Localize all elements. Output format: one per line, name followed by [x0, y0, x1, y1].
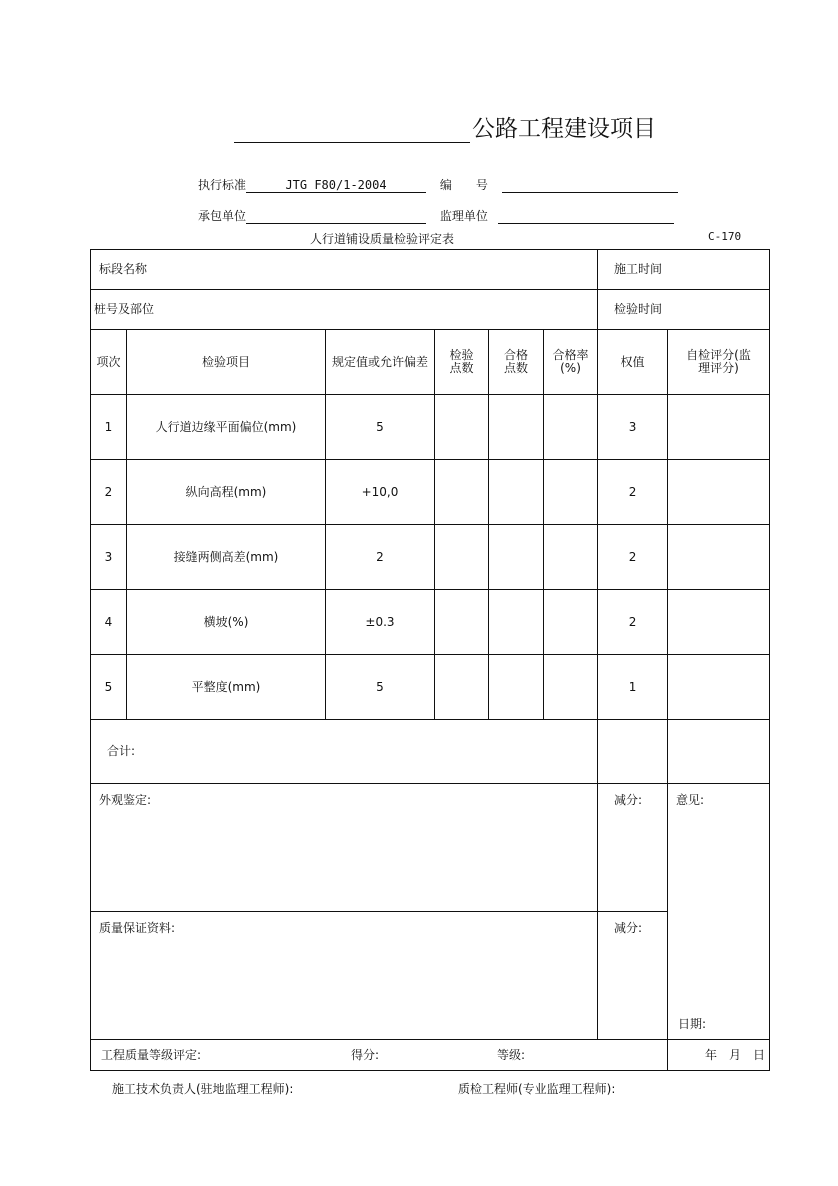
row-no: 2: [91, 460, 127, 525]
row-no: 3: [91, 525, 127, 590]
opinion-cell[interactable]: [668, 784, 770, 1040]
cell[interactable]: [435, 395, 489, 460]
row-no: 5: [91, 655, 127, 720]
cell[interactable]: [544, 655, 598, 720]
appearance-label: 外观鉴定:: [91, 784, 598, 912]
footer-left: 施工技术负责人(驻地监理工程师):: [112, 1082, 294, 1096]
col-header: 项次: [91, 330, 127, 395]
form-code: C-170: [708, 230, 742, 243]
cell[interactable]: [489, 525, 544, 590]
page-title: [234, 110, 656, 143]
contractor-row: [198, 207, 674, 224]
cell[interactable]: [668, 655, 770, 720]
cell[interactable]: [435, 460, 489, 525]
supervisor-value[interactable]: [498, 209, 674, 224]
standard-label: 执行标准: [198, 178, 247, 192]
cell[interactable]: [489, 395, 544, 460]
row-weight: 2: [598, 460, 668, 525]
row-spec: ±0.3: [326, 590, 435, 655]
number-label: 编 号: [439, 178, 488, 192]
total-weight-cell[interactable]: [598, 720, 668, 784]
cell[interactable]: [544, 460, 598, 525]
table-row: [91, 590, 770, 655]
cell[interactable]: [435, 525, 489, 590]
grade-eval-label: 工程质量等级评定:: [101, 1047, 202, 1062]
table-row: [91, 395, 770, 460]
row-item: 横坡(%): [127, 590, 326, 655]
col-header: 规定值或允许偏差: [326, 330, 435, 395]
cell[interactable]: [668, 525, 770, 590]
cell[interactable]: [489, 590, 544, 655]
cell[interactable]: [668, 460, 770, 525]
cell[interactable]: [435, 590, 489, 655]
row-spec: 5: [326, 655, 435, 720]
title-text: 公路工程建设项目: [472, 116, 656, 142]
row-item: 人行道边缘平面偏位(mm): [127, 395, 326, 460]
row-item: 接缝两侧高差(mm): [127, 525, 326, 590]
score-label: 得分:: [351, 1048, 380, 1062]
number-value[interactable]: [502, 178, 678, 193]
row-spec: +10,0: [326, 460, 435, 525]
cell[interactable]: [489, 655, 544, 720]
row-item: 平整度(mm): [127, 655, 326, 720]
row-weight: 2: [598, 590, 668, 655]
row-weight: 2: [598, 525, 668, 590]
table-row: [91, 655, 770, 720]
total-label: 合计:: [91, 720, 598, 784]
grade-eval-row: [91, 1040, 668, 1071]
row-weight: 1: [598, 655, 668, 720]
cell[interactable]: [544, 525, 598, 590]
project-name-blank[interactable]: [234, 118, 470, 143]
col-header: 合格率(%): [544, 330, 598, 395]
contractor-value[interactable]: [246, 209, 426, 224]
cell[interactable]: [668, 395, 770, 460]
opinion-label: 意见:: [676, 793, 705, 807]
evaluation-table: [90, 249, 770, 1071]
date-label: 日期:: [678, 1017, 707, 1031]
row-no: 4: [91, 590, 127, 655]
deduct-label-1: 减分:: [598, 784, 668, 912]
col-header: 检验点数: [435, 330, 489, 395]
row-spec: 5: [326, 395, 435, 460]
col-header: 检验项目: [127, 330, 326, 395]
standard-value[interactable]: JTG F80/1-2004: [246, 178, 426, 193]
deduct-label-2: 减分:: [598, 912, 668, 1040]
row-no: 1: [91, 395, 127, 460]
total-score-cell[interactable]: [668, 720, 770, 784]
supervisor-label: 监理单位: [439, 209, 488, 223]
row-spec: 2: [326, 525, 435, 590]
inspection-time-label: 检验时间: [598, 290, 770, 330]
cell[interactable]: [544, 590, 598, 655]
ymd-label: 年 月 日: [668, 1040, 770, 1071]
cell[interactable]: [435, 655, 489, 720]
col-header: 合格点数: [489, 330, 544, 395]
row-weight: 3: [598, 395, 668, 460]
construction-time-label: 施工时间: [598, 250, 770, 290]
cell[interactable]: [668, 590, 770, 655]
col-header: 权值: [598, 330, 668, 395]
grade-label: 等级:: [497, 1048, 526, 1062]
cell[interactable]: [544, 395, 598, 460]
row-item: 纵向高程(mm): [127, 460, 326, 525]
section-name-label: 标段名称: [91, 250, 598, 290]
footer-right: 质检工程师(专业监理工程师):: [458, 1082, 616, 1096]
table-row: [91, 460, 770, 525]
form-title: 人行道铺设质量检验评定表: [310, 232, 455, 246]
table-row: [91, 525, 770, 590]
standard-row: [198, 176, 678, 193]
cell[interactable]: [489, 460, 544, 525]
station-label: 桩号及部位: [91, 290, 598, 330]
contractor-label: 承包单位: [198, 209, 247, 223]
col-header: 自检评分(监理评分): [668, 330, 770, 395]
quality-docs-label: 质量保证资料:: [91, 912, 598, 1040]
